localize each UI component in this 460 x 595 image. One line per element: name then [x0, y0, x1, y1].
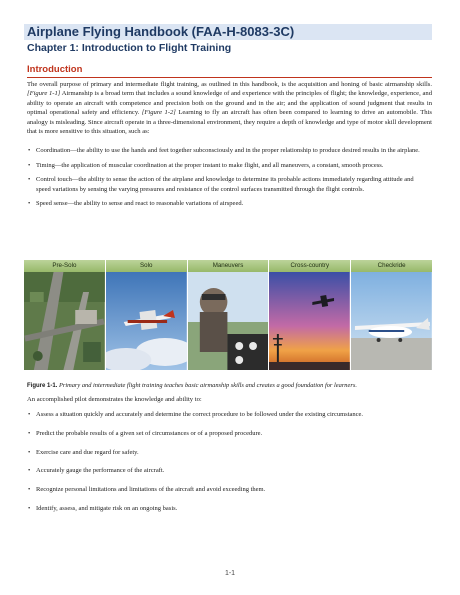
paragraph-text: Airmanship is a broad term that includes a sound knowledge of and experience with the principles of flight; the knowledge, experience, and ability to operate an aircraft with competence and precision both on the ground and in the air; and the application of sound judgment that results in optimal operational safety and efficiency.	[27, 90, 432, 117]
list-item	[27, 466, 427, 475]
section-heading: Introduction	[27, 64, 83, 75]
figure-reference: [Figure 1-1]	[27, 90, 61, 98]
list-item	[27, 410, 427, 419]
figure-stage-bar	[24, 260, 432, 272]
list-item	[27, 199, 427, 208]
bullet-icon: •	[28, 429, 31, 437]
stage-label-cross-country: Cross-country	[269, 260, 351, 272]
bullet-icon: •	[28, 176, 31, 184]
cockpit-maneuvers-photo	[188, 272, 270, 370]
figure-caption-label: Figure 1-1.	[27, 383, 58, 389]
bullet-icon: •	[28, 200, 31, 208]
stage-label-maneuvers: Maneuvers	[188, 260, 270, 272]
list-item	[27, 448, 427, 457]
list-item-text: Assess a situation quickly and accurately and determine the correct procedure to be followed under the existing circumstance.	[36, 411, 364, 418]
list-item	[27, 429, 427, 438]
list-item-text: Timing—the application of muscular coordination at the proper instant to make flight, and all maneuvers, a constant, smooth process.	[36, 161, 384, 169]
figure-caption	[27, 381, 437, 391]
list-item	[27, 146, 427, 155]
stage-label-checkride: Checkride	[377, 262, 406, 269]
handbook-title: Airplane Flying Handbook (FAA-H-8083-3C)	[24, 24, 432, 40]
list-item	[27, 175, 427, 193]
list-item	[27, 485, 427, 494]
list-item-text: Predict the probable results of a given set of circumstances or of a proposed procedure.	[36, 429, 263, 437]
checkride-aircraft-photo	[351, 272, 432, 370]
figure-reference: [Figure 1-2]	[141, 109, 176, 117]
list-item-text: Accurately gauge the performance of the aircraft.	[36, 467, 165, 475]
list-item-text: Identify, assess, and mitigate risk on an ongoing basis.	[36, 504, 178, 512]
page-number: 1-1	[224, 570, 236, 577]
list-item	[27, 161, 427, 170]
paragraph-text: Learning to fly an aircraft has often been compared to learning to drive an automobile. This analogy is misleading. Since aircraft operate in a three-dimensional environment, they require a depth of knowledge and type of motor skill development that is more sensitive to this situation, such as:	[27, 109, 432, 136]
bullet-icon: •	[28, 411, 31, 418]
section-divider	[27, 77, 432, 78]
list-item-text: Coordination—the ability to use the hands and feet together subconsciously and in the proper relationship to produce desired results in the airplane.	[36, 147, 420, 154]
figure-caption-text: Primary and intermediate flight training teaches basic airmanship skills and creates a good foundation for learners.	[57, 382, 357, 389]
chapter-title: Chapter 1: Introduction to Flight Training	[27, 42, 232, 54]
stage-label-solo: Solo	[106, 260, 188, 272]
sunset-flight-photo	[269, 272, 351, 370]
list-item-text: Recognize personal limitations and limitations of the aircraft and avoid exceeding them.	[36, 486, 266, 494]
skills-list	[27, 146, 427, 214]
figure-1-1	[24, 260, 432, 370]
stage-label-pre-solo: Pre-Solo	[24, 260, 106, 272]
bullet-icon: •	[28, 161, 31, 169]
intro-paragraph	[27, 80, 432, 136]
bullet-icon: •	[28, 448, 31, 456]
pilot-abilities-lead: An accomplished pilot demonstrates the knowledge and ability to:	[27, 396, 202, 403]
bullet-icon: •	[28, 147, 31, 154]
bullet-icon: •	[28, 486, 31, 494]
bullet-icon: •	[28, 467, 31, 475]
list-item-text: Exercise care and due regard for safety.	[36, 448, 139, 456]
bullet-icon: •	[28, 504, 31, 512]
list-item-text: Speed sense—the ability to sense and react to reasonable variations of airspeed.	[36, 200, 244, 208]
list-item	[27, 504, 427, 513]
pilot-abilities-list	[27, 410, 427, 523]
figure-photo-strip	[24, 272, 432, 370]
paragraph-text: The overall purpose of primary and intermediate flight training, as outlined in this handbook, is the acquisition and honing of basic airmanship skills.	[27, 81, 432, 88]
list-item-text: Control touch—the ability to sense the action of the airplane and knowledge to determine its probable actions immediately regarding attitude and speed variations by sensing the varying pressures and resistance of the control surfaces transmitted through the flight controls.	[36, 176, 414, 193]
airport-aerial-photo	[24, 272, 106, 370]
solo-flight-photo	[106, 272, 188, 370]
